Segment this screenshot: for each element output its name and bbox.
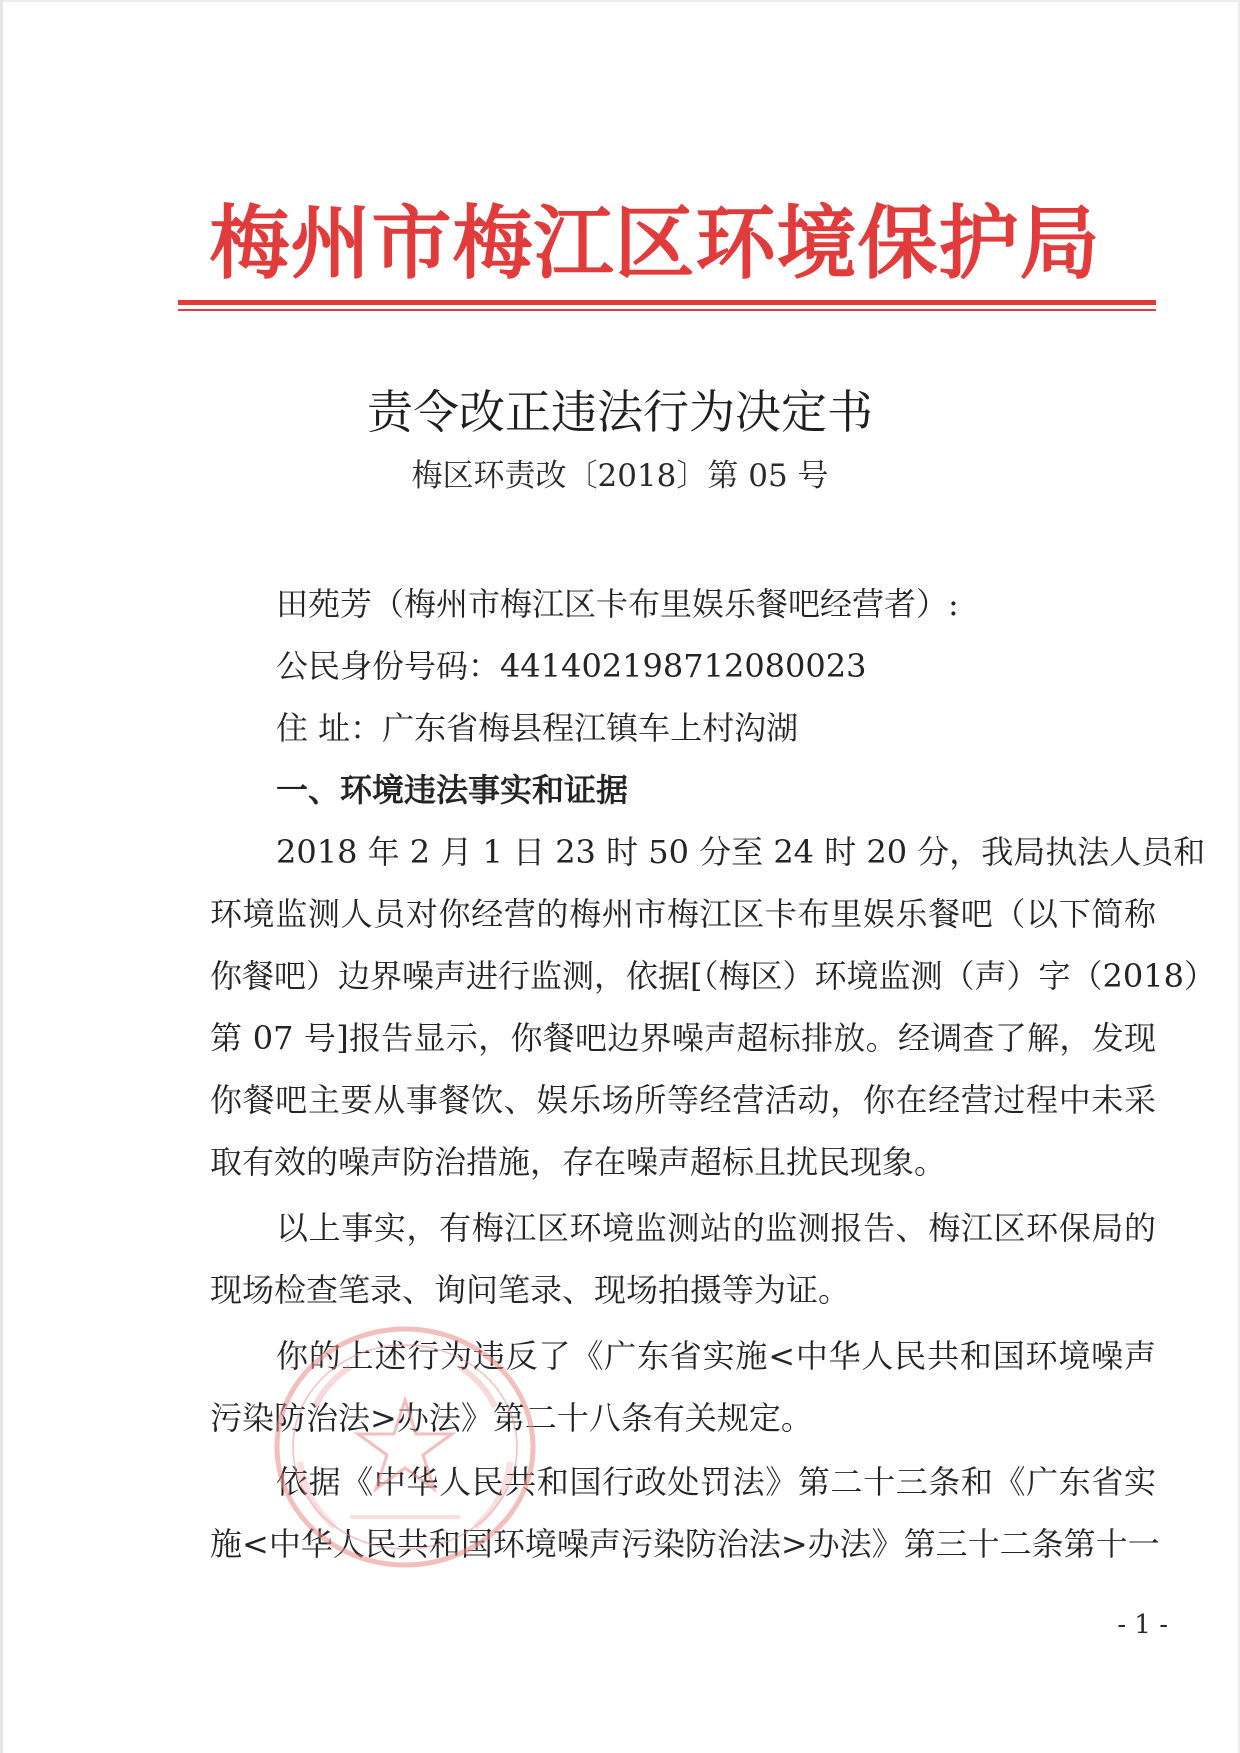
paragraph-line: 第 07 号]报告显示，你餐吧边界噪声超标排放。经调查了解，发现 [210,1019,1156,1057]
paragraph-line: 2018 年 2 月 1 日 23 时 50 分至 24 时 20 分，我局执法人员和 [276,833,1206,871]
id-number-line: 公民身份号码：441402198712080023 [276,647,867,685]
paragraph-line: 以上事实，有梅江区环境监测站的监测报告、梅江区环保局的 [276,1209,1156,1247]
paragraph-line: 你餐吧主要从事餐饮、娱乐场所等经营活动，你在经营过程中未采 [210,1081,1156,1119]
agency-letterhead: 梅州市梅江区环境保护局 [209,197,1101,290]
paragraph-line: 依据《中华人民共和国行政处罚法》第二十三条和《广东省实 [276,1463,1156,1501]
paragraph-line: 你餐吧）边界噪声进行监测，依据[（梅区）环境监测（声）字（2018） [210,957,1216,995]
paragraph-line: 你的上述行为违反了《广东省实施<中华人民共和国环境噪声 [276,1337,1156,1375]
paragraph-line: 环境监测人员对你经营的梅州市梅江区卡布里娱乐餐吧（以下简称 [210,895,1156,933]
paragraph-line: 施<中华人民共和国环境噪声污染防治法>办法》第三十二条第十一 [210,1525,1160,1563]
paragraph-line: 取有效的噪声防治措施，存在噪声超标且扰民现象。 [210,1143,947,1181]
addressee-line: 田苑芳（梅州市梅江区卡布里娱乐餐吧经营者）: [276,585,959,623]
scan-edge-left [0,0,3,1753]
letterhead-rule-thin [178,309,1156,311]
address-line: 住 址：广东省梅县程江镇车上村沟湖 [276,709,799,747]
paragraph-line: 现场检查笔录、询问笔录、现场拍摄等为证。 [210,1271,851,1309]
section-heading: 一、环境违法事实和证据 [276,771,629,809]
document-number: 梅区环责改〔2018〕第 05 号 [411,458,829,494]
paragraph-line: 污染防治法>办法》第二十八条有关规定。 [210,1399,813,1437]
page-number: - 1 - [1117,1610,1168,1640]
scan-edge-top [0,0,1240,2]
letterhead-rule-thick [178,300,1156,305]
document-title: 责令改正违法行为决定书 [367,385,873,439]
